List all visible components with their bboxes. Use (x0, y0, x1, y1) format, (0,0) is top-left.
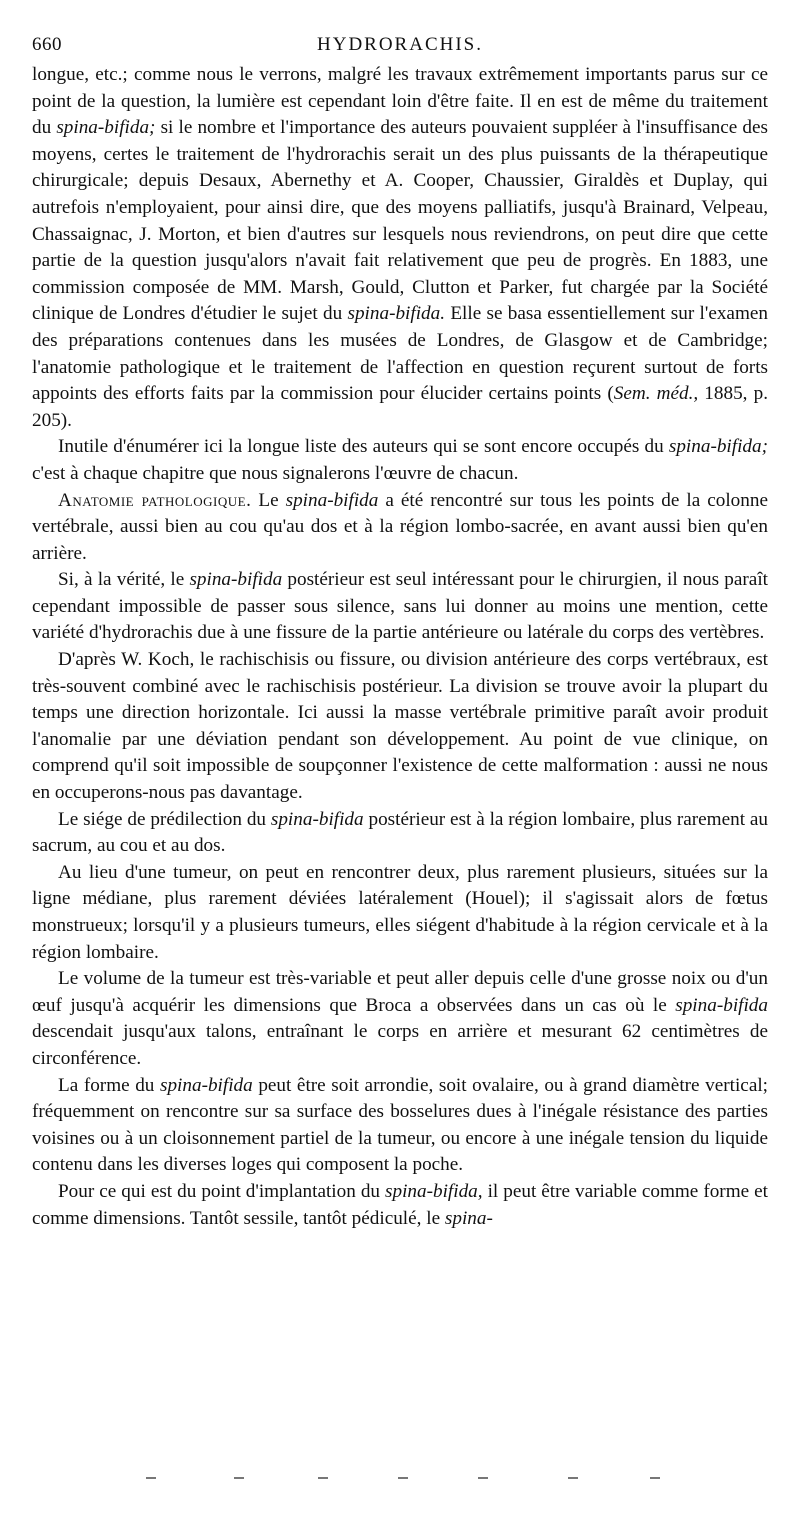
paragraph (32, 860, 768, 966)
scan-mark (398, 1477, 408, 1479)
italic-term: spina-bifida (159, 1074, 253, 1096)
paragraph (32, 1179, 768, 1232)
scan-mark (318, 1477, 328, 1479)
italic-term: spina-bifida; (56, 117, 156, 139)
text-run: descendait jusqu'aux talons, entraînant le corps en arrière et mesurant 62 centimètres de circonférence. (32, 1021, 768, 1069)
text-run: c'est à chaque chapitre que nous signalerons l'œuvre de chacun. (32, 462, 519, 484)
text-run: il peut être variable comme forme et comme dimensions. Tantôt sessile, tantôt pédiculé, le (32, 1180, 768, 1229)
paragraph (32, 807, 768, 860)
page-header (32, 34, 768, 56)
italic-term: spina-bifida. (347, 303, 446, 325)
text-run: Au lieu d'une tumeur, on peut en rencontrer deux, plus rarement plusieurs, situées sur la ligne médiane, plus rarement déviées latéralement (Houel); il s'agissait alors de fœtus monstrueux; lorsqu'il y a plusieurs tumeurs, elles siégent d'habitude à la région cervicale et à la région lombaire. (32, 861, 768, 963)
scan-mark (234, 1477, 244, 1479)
text-run: Pour ce qui est du point d'implantation du (58, 1180, 386, 1202)
italic-term: spina-bifida (285, 489, 379, 511)
scan-mark (568, 1477, 578, 1479)
text-run: Le volume de la tumeur est très-variable et peut aller depuis celle d'une grosse noix ou d'un œuf jusqu'à acquérir les dimensions que Broca a observées dans un cas où le (32, 968, 768, 1016)
italic-term: spina- (444, 1207, 493, 1229)
text-run: longue, etc.; comme nous le verrons, malgré les travaux extrêmement importants parus sur ce point de la question, la lumière est cependant loin d'être faite. Il en est de même du traitement du (32, 64, 768, 139)
footer-scan-marks (0, 1477, 800, 1481)
text-run: postérieur est à la région lombaire, plus rarement au sacrum, au cou et au dos. (32, 808, 768, 857)
italic-term: spina-bifida, (385, 1180, 483, 1202)
italic-term: spina-bifida; (668, 436, 768, 458)
text-run: si le nombre et l'importance des auteurs pouvaient suppléer à l'insuffisance des moyens, certes le traitement de l'hydrorachis serait un des plus puissants de la thérapeutique chirurgicale; depuis Desaux, Abernethy et A. Cooper, Chaussier, Giraldès et Duplay, qui autrefois n'employaient, pour ainsi dire, que des moyens palliatifs, jusqu'à Brainard, Velpeau, Chassaignac, J. Morton, et bien d'autres sur lesquels nous reviendrons, on peut dire que cette partie de la question jusqu'alors n'avait fait relativement que peu de progrès. En 1883, une commission composée de MM. Marsh, Gould, Clutton et Parker, fut chargée par la Société clinique de Londres d'étudier le sujet du (32, 117, 768, 325)
paragraph (32, 567, 768, 647)
scan-mark (478, 1477, 488, 1479)
text-run: D'après W. Koch, le rachischisis ou fissure, ou division antérieure des corps vertébraux, est très-souvent combiné avec le rachischisis postérieur. La division se trouve avoir la plupart du temps une direction horizontale. Ici aussi la masse vertébrale primitive paraît avoir produit l'anomalie par une déviation pendant son développement. Au point de vue clinique, on comprend qu'il soit impossible de soupçonner l'existence de cette malformation : aussi ne nous en occuperons-nous pas davantage. (32, 649, 768, 804)
text-run: Le siége de prédilection du (58, 808, 271, 830)
text-run: peut être soit arrondie, soit ovalaire, ou à grand diamètre vertical; fréquemment on rencontre sur sa surface des bosselures dues à l'inégale résistance des parties voisines ou à un cloisonnement partiel de la tumeur, ou encore à une inégale tension du liquide contenu dans les diverses loges qui composent la poche. (32, 1074, 768, 1176)
page-number: 660 (32, 34, 62, 55)
paragraph (32, 1073, 768, 1179)
scan-mark (146, 1477, 156, 1479)
italic-term: spina-bifida (270, 808, 364, 830)
scan-mark (650, 1477, 660, 1479)
text-run: Si, à la vérité, le (58, 569, 190, 591)
text-run: 1885, p. 205). (32, 383, 768, 431)
text-run: Le (251, 489, 286, 511)
paragraph (32, 966, 768, 1072)
body-text (32, 62, 768, 1232)
paragraph (32, 62, 768, 434)
paragraph (32, 647, 768, 807)
text-run: postérieur est seul intéressant pour le chirurgien, il nous paraît cependant impossible de passer sous silence, sans lui donner au moins une mention, cette variété d'hydrorachis due à une fissure de la partie antérieure ou latérale du corps des vertèbres. (32, 569, 768, 644)
section-heading: Anatomie pathologique. (58, 489, 252, 511)
italic-term: spina-bifida (189, 569, 283, 591)
italic-term: Sem. méd., (613, 383, 699, 405)
text-run: a été rencontré sur tous les points de la colonne vertébrale, aussi bien au cou qu'au dos et à la région lombo-sacrée, en avant aussi bien qu'en arrière. (32, 489, 768, 564)
text-run: Elle se basa essentiellement sur l'examen des préparations contenues dans les musées de Londres, de Glasgow et de Cambridge; l'anatomie pathologique et le traitement de l'affection en question reçurent surtout de forts appoints des efforts faits par la commission pour élucider certains points ( (32, 303, 768, 405)
text-run: La forme du (58, 1074, 160, 1096)
text-run: Inutile d'énumérer ici la longue liste des auteurs qui se sont encore occupés du (58, 436, 669, 458)
running-title: HYDRORACHIS. (317, 34, 483, 55)
paragraph (32, 488, 768, 568)
italic-term: spina-bifida (675, 994, 768, 1016)
paragraph (32, 434, 768, 487)
